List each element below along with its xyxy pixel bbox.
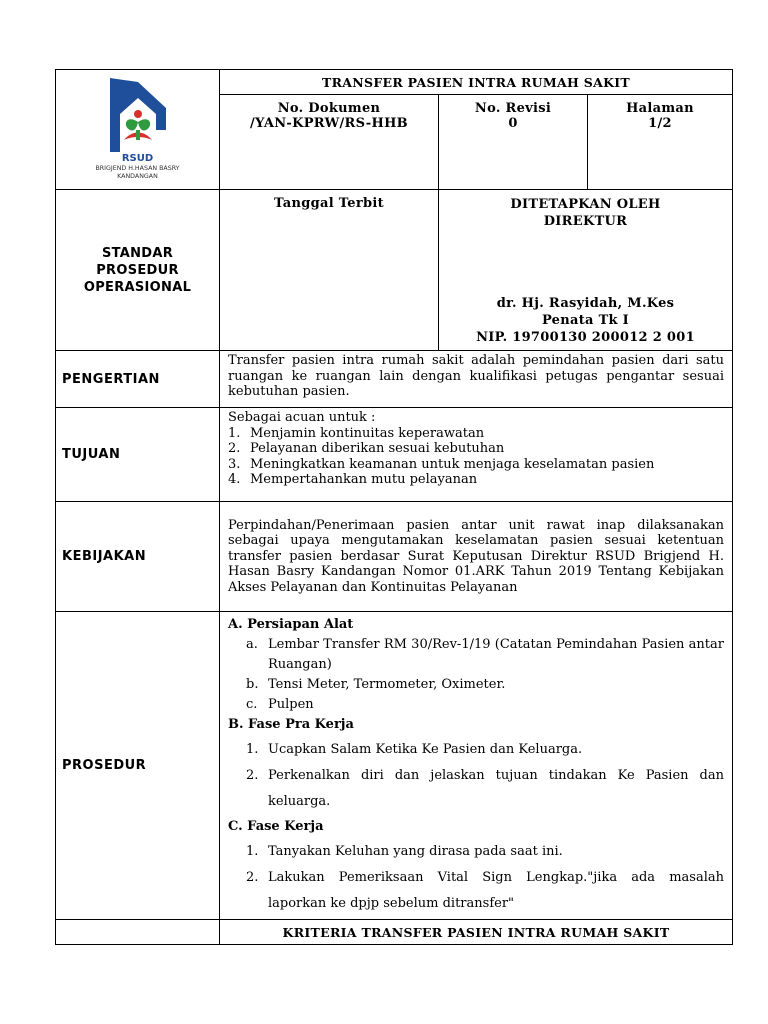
list-item: 2. Perkenalkan diri dan jelaskan tujuan tindakan Ke Pasien dan keluarga. <box>246 768 724 809</box>
list-item: 1. Menjamin kontinuitas keperawatan <box>228 425 485 441</box>
doc-number-label: No. Dokumen <box>277 101 381 116</box>
tujuan-content <box>220 408 733 502</box>
issue-date-cell <box>220 190 439 351</box>
fase-kerja-heading: C. Fase Kerja <box>228 819 324 834</box>
director-name: dr. Hj. Rasyidah, M.Kes <box>496 296 675 311</box>
approved-by-line-1: DITETAPKAN OLEH <box>510 197 661 212</box>
list-item: a. Lembar Transfer RM 30/Rev-1/19 (Catatan Pemindahan Pasien antar Ruangan) <box>246 637 724 672</box>
list-item: 4. Mempertahankan mutu pelayanan <box>228 472 478 487</box>
kebijakan-text: Perpindahan/Penerimaan pasien antar unit rawat inap dilaksanakan sebagai upaya mengutamakan keselamatan pasien sesuai ketentuan transfer pasien berdasar Surat Keputusan Direktur RSUD Brigjend H. Hasan Basry Kandangan Nomor 01.ARK Tahun 2019 Tentang Kebijakan Akses Pelayanan dan Kontinuitas Pelayanan <box>220 502 733 612</box>
list-item: c. Pulpen <box>246 697 314 712</box>
persiapan-alat-heading: A. Persiapan Alat <box>228 617 354 632</box>
sop-line-1: STANDAR <box>101 245 174 261</box>
approval-cell <box>439 190 733 351</box>
list-item: b. Tensi Meter, Termometer, Oximeter. <box>246 677 506 692</box>
director-nip: NIP. 19700130 200012 2 001 <box>476 330 695 345</box>
hospital-logo <box>86 74 190 184</box>
prosedur-label: PROSEDUR <box>56 612 220 920</box>
fase-pra-kerja-heading: B. Fase Pra Kerja <box>228 717 354 732</box>
sop-table <box>55 69 733 945</box>
sop-line-3: OPERASIONAL <box>83 279 192 295</box>
tujuan-label: TUJUAN <box>56 408 220 502</box>
page-cell <box>588 95 733 190</box>
doc-number-cell <box>220 95 439 190</box>
director-rank: Penata Tk I <box>541 313 630 328</box>
footer-empty-cell <box>56 920 220 945</box>
logo-hospital-name: BRIGJEND H.HASAN BASRY <box>95 165 180 172</box>
sop-line-2: PROSEDUR <box>96 262 179 278</box>
director-block <box>439 295 732 346</box>
doc-number-value: /YAN-KPRW/RS-HHB <box>250 116 408 131</box>
list-item: 3. Meningkatkan keamanan untuk menjaga keselamatan pasien <box>228 456 655 472</box>
issue-date-label: Tanggal Terbit <box>274 196 384 211</box>
page-value: 1/2 <box>648 116 672 131</box>
kebijakan-label: KEBIJAKAN <box>56 502 220 612</box>
pengertian-text: Transfer pasien intra rumah sakit adalah pemindahan pasien dari satu ruangan ke ruangan lain dengan kualifikasi petugas pengantar sesuai kebutuhan pasien. <box>220 351 733 408</box>
kriteria-title: KRITERIA TRANSFER PASIEN INTRA RUMAH SAKIT <box>220 920 733 945</box>
sop-label-cell <box>56 190 220 351</box>
tujuan-intro: Sebagai acuan untuk : <box>228 410 376 425</box>
list-item: 2. Lakukan Pemeriksaan Vital Sign Lengkap."jika ada masalah laporkan ke dpjp sebelum ditransfer" <box>246 870 724 911</box>
list-item: 1. Ucapkan Salam Ketika Ke Pasien dan Keluarga. <box>246 742 583 757</box>
page-label: Halaman <box>626 101 694 116</box>
logo-rsud-text: RSUD <box>121 153 154 164</box>
revision-cell <box>439 95 588 190</box>
revision-label: No. Revisi <box>474 101 552 116</box>
list-item: 1. Tanyakan Keluhan yang dirasa pada saat ini. <box>246 844 563 859</box>
document-title: TRANSFER PASIEN INTRA RUMAH SAKIT <box>220 70 733 95</box>
list-item: 2. Pelayanan diberikan sesuai kebutuhan <box>228 441 505 456</box>
logo-cell <box>56 70 220 190</box>
logo-city: KANDANGAN <box>117 173 158 180</box>
revision-value: 0 <box>508 116 518 131</box>
prosedur-content <box>220 612 733 920</box>
pengertian-label: PENGERTIAN <box>56 351 220 408</box>
hospital-logo-icon <box>86 74 190 156</box>
approved-by-line-2: DIREKTUR <box>543 214 628 229</box>
